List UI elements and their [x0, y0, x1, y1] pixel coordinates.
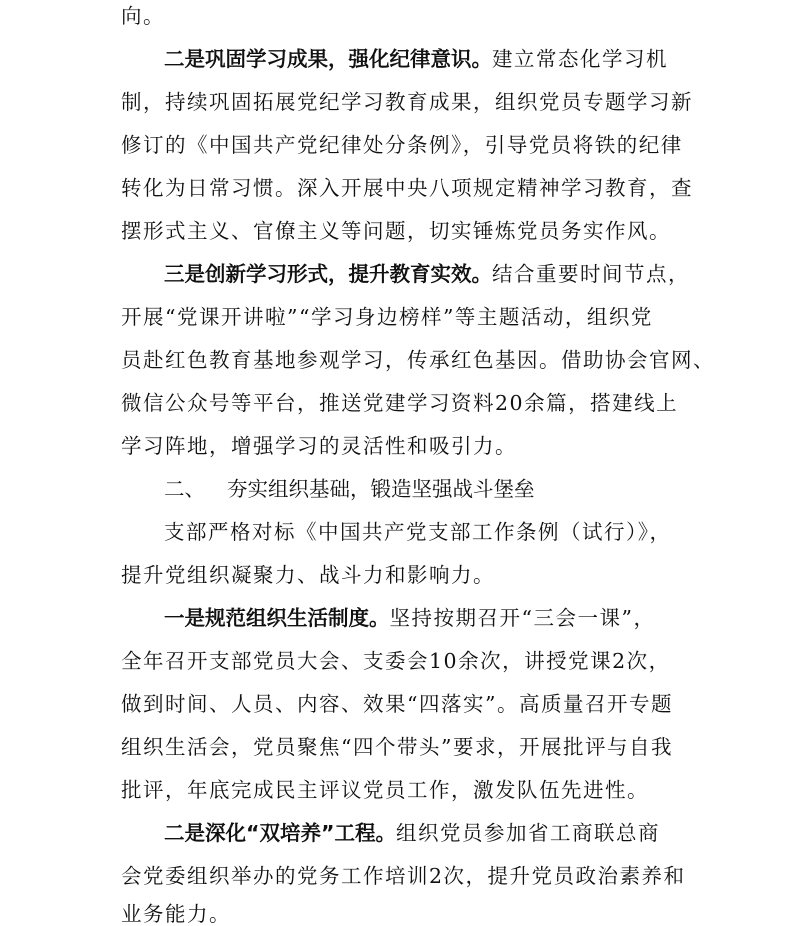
text-line [121, 92, 693, 113]
text-line [121, 436, 517, 457]
text-line [121, 221, 671, 242]
text-line [121, 178, 693, 199]
text-line [121, 350, 715, 371]
text-line [121, 307, 653, 328]
line-text: 做到时间、人员、内容、效果“四落实”。高质量召开专题 [121, 692, 673, 716]
text-line [121, 737, 673, 758]
section-heading [164, 479, 535, 500]
bold-lead-phrase: 一是规范组织生活制度。 [164, 606, 390, 630]
text-line [121, 6, 165, 27]
text-line [121, 780, 649, 801]
text-line [121, 135, 683, 156]
bold-lead-phrase: 二是巩固学习成果，强化纪律意识。 [164, 47, 492, 71]
line-text: 结合重要时间节点， [492, 262, 690, 286]
text-line [121, 904, 231, 925]
line-text: 会党委组织举办的党务工作培训2次，提升党员政治素养和 [121, 864, 686, 888]
line-text: 批评，年底完成民主评议党员工作，激发队伍先进性。 [121, 778, 649, 802]
line-text: 修订的《中国共产党纪律处分条例》，引导党员将铁的纪律 [121, 133, 683, 157]
line-text: 摆形式主义、官僚主义等问题，切实锤炼党员务实作风。 [121, 219, 671, 243]
line-text: 全年召开支部党员大会、支委会10余次，讲授党课2次， [121, 649, 671, 673]
section-title: 夯实组织基础，锻造坚强战斗堡垒 [227, 477, 535, 501]
line-text: 微信公众号等平台，推送党建学习资料20余篇，搭建线上 [121, 391, 679, 415]
line-text: 组织党员参加省工商联总商 [395, 821, 660, 845]
bold-lead-phrase: 二是深化“双培养”工程。 [164, 821, 396, 845]
text-line [121, 565, 495, 586]
line-text: 业务能力。 [121, 902, 231, 926]
line-text: 组织生活会，党员聚焦“四个带头”要求，开展批评与自我 [121, 735, 673, 759]
text-line [121, 694, 673, 715]
bold-lead-phrase: 三是创新学习形式，提升教育实效。 [164, 262, 492, 286]
paragraph-lead-line [164, 823, 660, 844]
line-text: 学习阵地，增强学习的灵活性和吸引力。 [121, 434, 517, 458]
paragraph-lead-line [164, 264, 690, 285]
line-text: 建立常态化学习机 [492, 47, 668, 71]
paragraph-lead-line [164, 49, 668, 70]
paragraph-lead-line [164, 608, 655, 629]
text-line [121, 651, 671, 672]
line-text: 支部严格对标《中国共产党支部工作条例（试行）》， [164, 520, 672, 544]
section-number: 二、 [164, 477, 205, 501]
line-text: 转化为日常习惯。深入开展中央八项规定精神学习教育，查 [121, 176, 693, 200]
line-text: 提升党组织凝聚力、战斗力和影响力。 [121, 563, 495, 587]
line-text: 制，持续巩固拓展党纪学习教育成果，组织党员专题学习新 [121, 90, 693, 114]
line-text: 向。 [121, 4, 165, 28]
line-text: 员赴红色教育基地参观学习，传承红色基因。借助协会官网、 [121, 348, 715, 372]
text-line [121, 393, 678, 414]
text-line [164, 522, 672, 543]
line-text: 坚持按期召开“三会一课”， [389, 606, 656, 630]
line-text: 开展“党课开讲啦”“学习身边榜样”等主题活动，组织党 [121, 305, 653, 329]
text-line [121, 866, 686, 887]
